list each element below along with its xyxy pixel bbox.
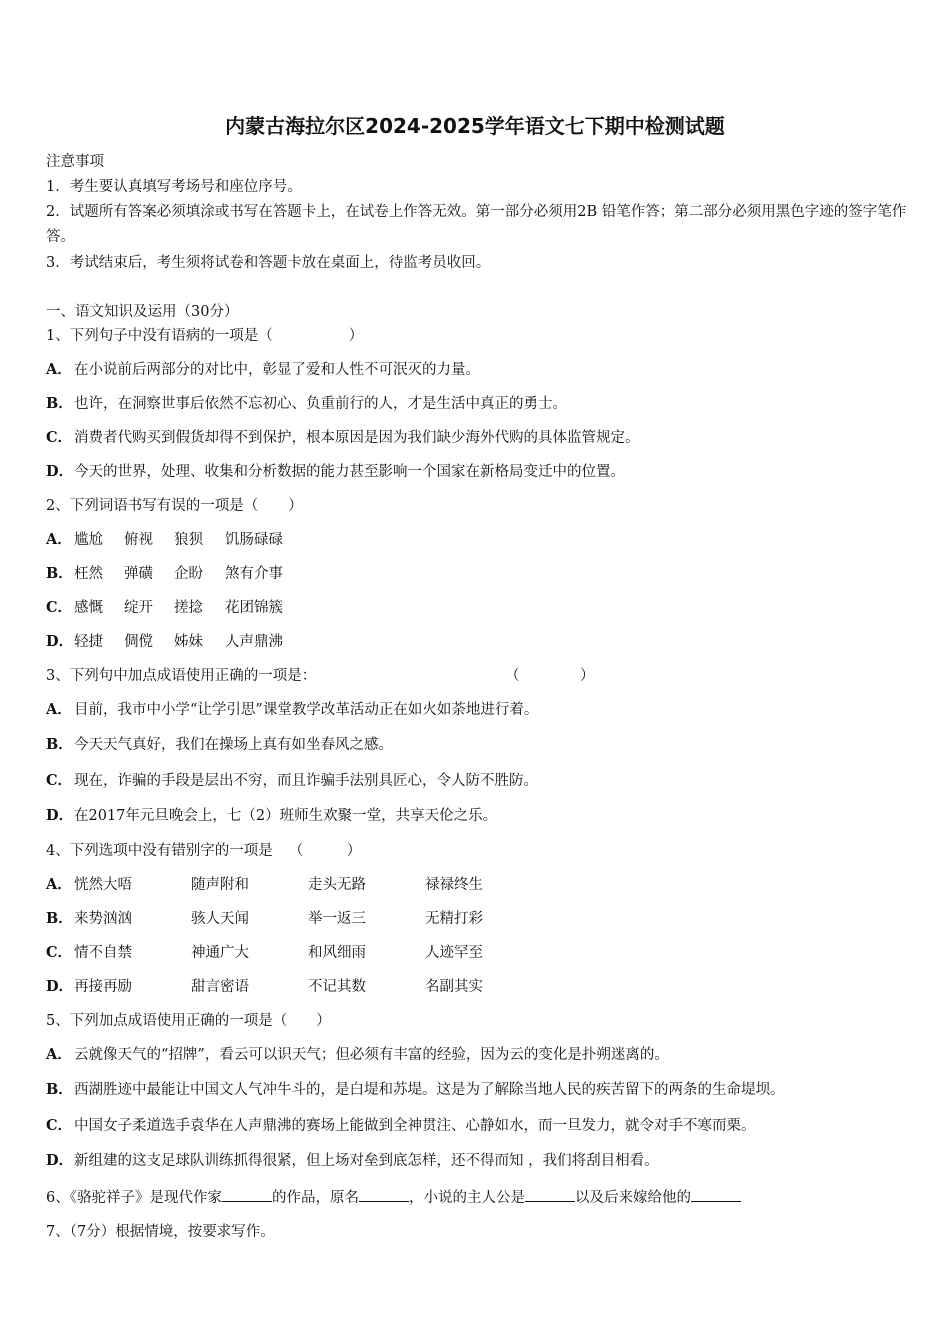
option-text: 西湖胜迹中最能让中国文人气冲牛斗的，是白堤和苏堤。这是为了解除当地人民的疾苦留下的两条的生命堤坝。 (74, 1082, 785, 1098)
question-text: 1、下列句子中没有语病的一项是（ (46, 328, 273, 344)
option-row (46, 1080, 785, 1100)
word: 俯视 (124, 532, 153, 548)
answer-blank[interactable] (525, 1187, 575, 1202)
question-stem (46, 496, 303, 516)
option-label: C． (46, 1117, 73, 1134)
option-text: 云就像天气的“招牌”，看云可以识天气；但必须有丰富的经验，因为云的变化是扑朔迷离的。 (74, 1047, 669, 1063)
word: 弹磺 (124, 566, 153, 582)
option-text: 中国女子柔道选手袁华在人声鼎沸的赛场上能做到全神贯注、心静如水，而一旦发力，就令对手不寒而栗。 (74, 1118, 756, 1134)
answer-paren: ） (348, 328, 364, 344)
option-label: A． (46, 1046, 72, 1063)
section-heading: 一、语文知识及运用（30分） (46, 304, 239, 320)
word: 尴尬 (74, 532, 103, 548)
option-row (46, 806, 497, 826)
page-title: 内蒙古海拉尔区2024-2025学年语文七下期中检测试题 (225, 114, 725, 138)
word: 禄禄终生 (425, 877, 483, 893)
option-row (46, 735, 393, 755)
option-label: A． (46, 361, 72, 378)
answer-paren: （ ） (288, 843, 362, 859)
option-row (46, 1151, 659, 1171)
word: 人迹罕至 (425, 945, 483, 961)
option-row (46, 1116, 756, 1136)
word: 搓捻 (174, 600, 203, 616)
word: 感慨 (74, 600, 103, 616)
answer-paren-close: ） (580, 668, 595, 684)
answer-blank[interactable] (359, 1187, 409, 1202)
question-stem: 3、下列句中加点成语使用正确的一项是： (46, 668, 317, 684)
word: 举一返三 (308, 911, 366, 927)
option-row (46, 428, 640, 448)
word: 骇人天闻 (191, 911, 249, 927)
word: 情不自禁 (74, 945, 132, 961)
option-label: A． (46, 876, 72, 893)
word: 姊妹 (174, 634, 203, 650)
option-label: B． (46, 910, 73, 927)
option-label: B． (46, 736, 73, 753)
option-label: C． (46, 429, 73, 446)
option-label: D． (46, 1152, 74, 1169)
word: 再接再励 (74, 979, 132, 995)
answer-blank[interactable] (222, 1187, 272, 1202)
option-label: B． (46, 1081, 73, 1098)
option-text: 在小说前后两部分的对比中，彰显了爱和人性不可泯灭的力量。 (74, 362, 480, 378)
word: 绽开 (124, 600, 153, 616)
word: 甜言密语 (191, 979, 249, 995)
word: 人声鼎沸 (225, 634, 283, 650)
question-stem: 5、下列加点成语使用正确的一项是（ ） (46, 1013, 331, 1029)
word: 企盼 (174, 566, 203, 582)
answer-paren-open: （ (505, 668, 520, 684)
option-label: A． (46, 531, 72, 548)
answer-paren: ） (288, 498, 303, 514)
option-row (46, 1045, 669, 1065)
question-stem: 7、（7分）根据情境，按要求写作。 (46, 1224, 275, 1240)
question-stem (46, 841, 361, 861)
word: 随声附和 (191, 877, 249, 893)
option-label: B． (46, 395, 73, 412)
option-row (46, 360, 480, 380)
option-label: D． (46, 807, 74, 824)
option-text: 现在，诈骗的手段是层出不穷，而且诈骗手法别具匠心，令人防不胜防。 (74, 773, 538, 789)
option-label: A． (46, 701, 72, 718)
option-text: 消费者代购买到假货却得不到保护，根本原因是因为我们缺少海外代购的具体监管规定。 (74, 430, 640, 446)
question-text: 6、《骆驼祥子》是现代作家 (46, 1190, 222, 1206)
answer-blank[interactable] (691, 1187, 741, 1202)
option-label: D． (46, 463, 74, 480)
option-label: D． (46, 633, 74, 650)
word: 煞有介事 (225, 566, 283, 582)
option-row (46, 771, 538, 791)
option-text: 今天天气真好，我们在操场上真有如坐春风之感。 (74, 737, 393, 753)
word: 走头无路 (308, 877, 366, 893)
notice-item: 2．试题所有答案必须填涂或书写在答题卡上，在试卷上作答无效。第一部分必须用2B 铅笔作答；第二部分必须用黑色字迹的签字笔作答。 (46, 204, 907, 245)
option-label: C． (46, 599, 73, 616)
notice-item: 1．考生要认真填写考场号和座位序号。 (46, 179, 302, 195)
question-text: 以及后来嫁给他的 (574, 1190, 691, 1206)
word: 无精打彩 (425, 911, 483, 927)
option-row (46, 462, 625, 482)
word: 花团锦簇 (225, 600, 283, 616)
word: 恍然大唔 (74, 877, 132, 893)
question-text: ，小说的主人公是 (408, 1190, 525, 1206)
word: 枉然 (74, 566, 103, 582)
word: 和风细雨 (308, 945, 366, 961)
notice-heading: 注意事项 (46, 154, 104, 170)
notice-item: 3．考试结束后，考生须将试卷和答题卡放在桌面上，待监考员收回。 (46, 255, 491, 271)
word: 神通广大 (191, 945, 249, 961)
word: 名副其实 (425, 979, 483, 995)
option-row (46, 394, 567, 414)
option-text: 目前，我市中小学“让学引思”课堂教学改革活动正在如火如荼地进行着。 (74, 702, 539, 718)
option-label: D． (46, 978, 74, 995)
fill-in-question (46, 1187, 741, 1208)
option-text: 在2017年元旦晚会上，七（2）班师生欢聚一堂，共享天伦之乐。 (74, 808, 498, 824)
option-text: 今天的世界，处理、收集和分析数据的能力甚至影响一个国家在新格局变迁中的位置。 (74, 464, 625, 480)
question-stem (46, 326, 363, 346)
option-label: C． (46, 772, 73, 789)
question-text: 的作品，原名 (271, 1190, 359, 1206)
word: 倜傥 (124, 634, 153, 650)
question-text: 4、下列选项中没有错别字的一项是 (46, 843, 273, 859)
option-label: B． (46, 565, 73, 582)
word: 轻捷 (74, 634, 103, 650)
word: 来势汹汹 (74, 911, 132, 927)
option-label: C． (46, 944, 73, 961)
question-text: 2、下列词语书写有误的一项是（ (46, 498, 259, 514)
word: 狼狈 (174, 532, 203, 548)
word: 不记其数 (308, 979, 366, 995)
option-text: 新组建的这支足球队训练抓得很紧，但上场对垒到底怎样，还不得而知 ，我们将刮目相看。 (74, 1153, 659, 1169)
word: 饥肠碌碌 (225, 532, 283, 548)
option-text: 也许，在洞察世事后依然不忘初心、负重前行的人，才是生活中真正的勇士。 (74, 396, 567, 412)
option-row (46, 700, 538, 720)
